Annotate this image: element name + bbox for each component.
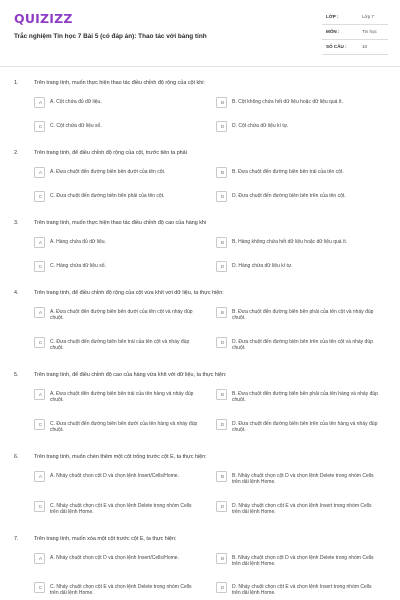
option-text: D. Đưa chuột đến đường biên bên trên của tên hàng và nháy đúp chuột. <box>232 420 378 434</box>
option-letter: C <box>38 422 43 428</box>
option-letter-box <box>34 261 45 272</box>
option-text: A. Đưa chuột đến đường biên bên dưới của tên cột. <box>50 168 166 175</box>
option-letter-box <box>34 419 45 430</box>
option-letter: D <box>220 194 225 200</box>
question-text: Trên trang tính, để điều chỉnh độ rộng của cột vừa khít với dữ liệu, ta thực hiện: <box>34 290 224 296</box>
meta-value: Lớp 7 <box>362 14 374 19</box>
meta-key: MÔN : <box>326 29 340 34</box>
option-letter-box <box>216 501 227 512</box>
option-text: D. Đưa chuột đến đường biên bên trên của tên cột. <box>232 192 346 199</box>
option-letter: B <box>220 392 225 398</box>
option-text: A. Hàng chứa đủ dữ liệu. <box>50 238 106 245</box>
option-text: C. Đưa chuột đến đường biên bên trái của tên cột và nháy đúp chuột. <box>50 338 190 352</box>
question-text: Trên trang tính, để điều chỉnh độ rộng của cột, trước tiên ta phải <box>34 150 187 156</box>
question-number: 3. <box>14 220 19 226</box>
meta-key: LỚP : <box>326 14 339 19</box>
option-letter-box <box>34 307 45 318</box>
option-letter-box <box>216 307 227 318</box>
option-text: B. Nháy chuột chọn cột D và chọn lệnh Delete trong nhóm Cells trên dải lệnh Home. <box>232 554 374 568</box>
option-letter: B <box>220 170 225 176</box>
option-text: D. Nháy chuột chọn cột E và chọn lệnh Insert trong nhóm Cells trên dải lệnh Home. <box>232 502 372 516</box>
meta-key: SỐ CÂU : <box>326 44 347 49</box>
option-letter-box <box>216 389 227 400</box>
option-letter: B <box>220 240 225 246</box>
option-letter: A <box>38 392 43 398</box>
option-letter: D <box>220 264 225 270</box>
option-text: B. Nháy chuột chọn cột D và chọn lệnh Delete trong nhóm Cells trên dải lệnh Home. <box>232 472 374 486</box>
option-letter-box <box>34 501 45 512</box>
option-text: B. Đưa chuột đến đường biên bên phải của tên hàng và nháy đúp chuột. <box>232 390 378 404</box>
option-letter-box <box>216 97 227 108</box>
worksheet-title: Trắc nghiệm Tin học 7 Bài 5 (có đáp án): Thao tác với bảng tính <box>14 33 207 40</box>
option-letter-box <box>216 191 227 202</box>
question-text: Trên trang tính, muốn thực hiện thao tác điều chỉnh độ cao của hàng khi <box>34 220 207 226</box>
meta-value: 10 <box>362 44 368 49</box>
option-letter: C <box>38 504 43 510</box>
option-text: C. Cột chứa dữ liệu số. <box>50 122 102 129</box>
quizizz-logo: QUIZIZZ <box>14 11 73 26</box>
option-letter-box <box>216 553 227 564</box>
option-letter-box <box>34 167 45 178</box>
option-letter: B <box>220 100 225 106</box>
question-number: 5. <box>14 372 19 378</box>
option-text: B. Đưa chuột đến đường biên bên phải của tên cột và nháy đúp chuột. <box>232 308 374 322</box>
question-text: Trên trang tính, muốn xóa một cột trước cột E, ta thực hiện: <box>34 536 177 542</box>
option-letter: C <box>38 124 43 130</box>
question-number: 4. <box>14 290 19 296</box>
option-letter: D <box>220 422 225 428</box>
option-letter-box <box>216 471 227 482</box>
option-letter: C <box>38 585 43 591</box>
option-text: D. Hàng chứa dữ liệu kí tự. <box>232 262 293 269</box>
header-divider <box>0 66 400 67</box>
option-letter: D <box>220 585 225 591</box>
option-text: B. Cột không chứa hết dữ liệu hoặc dữ liệu quá ít. <box>232 98 343 105</box>
option-letter: A <box>38 310 43 316</box>
option-text: C. Nháy chuột chọn cột E và chọn lệnh Delete trong nhóm Cells trên dải lệnh Home. <box>50 583 192 597</box>
option-text: C. Đưa chuột đến đường biên bên dưới của tên hàng và nháy đúp chuột. <box>50 420 198 434</box>
option-text: C. Đưa chuột đến đường biên bên phải của tên cột. <box>50 192 165 199</box>
question-number: 2. <box>14 150 19 156</box>
option-letter-box <box>216 419 227 430</box>
option-text: A. Đưa chuột đến đường biên bên dưới của tên cột và nháy đúp chuột. <box>50 308 193 322</box>
option-letter-box <box>34 97 45 108</box>
option-letter-box <box>34 191 45 202</box>
option-text: C. Nháy chuột chọn cột E và chọn lệnh Delete trong nhóm Cells trên dải lệnh Home. <box>50 502 192 516</box>
option-letter-box <box>34 237 45 248</box>
worksheet-meta <box>322 10 388 55</box>
meta-row-class <box>322 10 388 25</box>
option-text: B. Hàng không chứa hết dữ liệu hoặc dữ liệu quá ít. <box>232 238 348 245</box>
option-text: C. Hàng chứa dữ liệu số. <box>50 262 106 269</box>
option-letter-box <box>216 582 227 593</box>
option-letter: C <box>38 264 43 270</box>
option-letter-box <box>34 582 45 593</box>
question-number: 6. <box>14 454 19 460</box>
option-text: D. Nháy chuột chọn cột E và chọn lệnh Insert trong nhóm Cells trên dải lệnh Home. <box>232 583 372 597</box>
option-letter: C <box>38 340 43 346</box>
option-letter-box <box>34 553 45 564</box>
option-letter-box <box>216 337 227 348</box>
option-text: A. Cột chứa đủ dữ liệu. <box>50 98 102 105</box>
question-text: Trên trang tính, muốn chèn thêm một cột trống trước cột E, ta thực hiện: <box>34 454 207 460</box>
meta-value: Tin học <box>362 29 377 34</box>
option-letter: A <box>38 240 43 246</box>
option-text: A. Nháy chuột chọn cột D và chọn lệnh Insert/Cells/Home. <box>50 554 179 561</box>
question-number: 7. <box>14 536 19 542</box>
option-letter: D <box>220 124 225 130</box>
option-letter: B <box>220 310 225 316</box>
question-text: Trên trang tính, muốn thực hiện thao tác điều chỉnh độ rộng của cột khi: <box>34 80 205 86</box>
option-letter: A <box>38 170 43 176</box>
option-letter: D <box>220 504 225 510</box>
option-letter-box <box>34 389 45 400</box>
option-letter: D <box>220 340 225 346</box>
option-letter: A <box>38 556 43 562</box>
option-letter-box <box>34 121 45 132</box>
option-text: A. Đưa chuột đến đường biên bên trái của tên hàng và nháy đúp chuột. <box>50 390 194 404</box>
option-letter: A <box>38 100 43 106</box>
option-text: A. Nháy chuột chọn cột D và chọn lệnh Insert/Cells/Home. <box>50 472 179 479</box>
option-letter: B <box>220 556 225 562</box>
option-text: B. Đưa chuột đến đường biên bên trái của tên cột. <box>232 168 344 175</box>
worksheet-header <box>0 0 400 66</box>
option-text: D. Cột chứa dữ liệu kí tự. <box>232 122 289 129</box>
option-letter-box <box>34 471 45 482</box>
option-letter-box <box>216 167 227 178</box>
option-letter-box <box>216 121 227 132</box>
option-text: D. Đưa chuột đến đường biên bên trên của tên cột và nháy đúp chuột. <box>232 338 373 352</box>
option-letter: B <box>220 474 225 480</box>
option-letter: C <box>38 194 43 200</box>
option-letter: A <box>38 474 43 480</box>
meta-row-subject <box>322 25 388 40</box>
question-text: Trên trang tính, để điều chỉnh độ cao của hàng vừa khít với dữ liệu, ta thực hiện: <box>34 372 227 378</box>
option-letter-box <box>34 337 45 348</box>
meta-row-question-count <box>322 40 388 55</box>
option-letter-box <box>216 261 227 272</box>
question-number: 1. <box>14 80 19 86</box>
option-letter-box <box>216 237 227 248</box>
